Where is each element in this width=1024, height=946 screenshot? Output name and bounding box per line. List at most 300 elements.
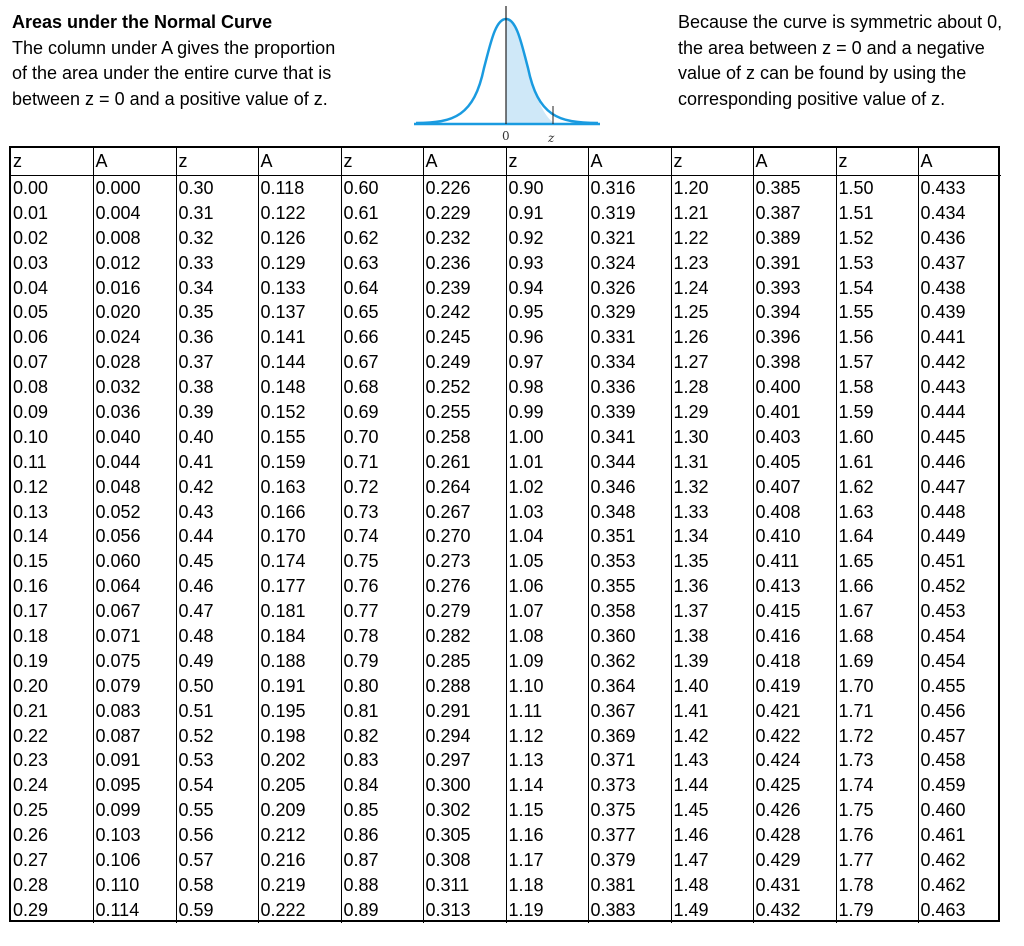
area-value-cell: 0.452: [918, 574, 1001, 599]
z-value-cell: 0.83: [341, 748, 423, 773]
table-row: [11, 276, 1001, 301]
table-row: [11, 624, 1001, 649]
z-value-cell: 0.21: [13, 700, 49, 721]
z-value-cell: 0.08: [13, 377, 49, 398]
z-value-cell: 1.40: [671, 674, 753, 699]
area-value-cell: 0.311: [423, 873, 506, 898]
area-value-cell: 0.079: [93, 674, 176, 699]
table-row: [11, 873, 1001, 898]
z-value-cell: 0.85: [341, 798, 423, 823]
area-value-cell: 0.052: [93, 500, 176, 525]
area-value-cell: 0.377: [588, 823, 671, 848]
area-value-cell: 0.400: [753, 375, 836, 400]
area-value-cell: 0.419: [753, 674, 836, 699]
z-value-cell: 0.82: [341, 724, 423, 749]
area-value-cell: 0.353: [588, 549, 671, 574]
area-value-cell: 0.398: [753, 350, 836, 375]
z-value-cell: 1.14: [506, 773, 588, 798]
z-value-cell: 0.38: [176, 375, 258, 400]
area-value-cell: 0.209: [258, 798, 341, 823]
z-value-cell: 0.20: [13, 675, 49, 696]
z-column-header: z: [671, 148, 753, 176]
z-value-cell: 1.41: [671, 699, 753, 724]
area-value-cell: 0.258: [423, 425, 506, 450]
area-value-cell: 0.413: [753, 574, 836, 599]
z-value-cell: 1.32: [671, 475, 753, 500]
z-value-cell: 0.51: [176, 699, 258, 724]
z-value-cell: 0.72: [341, 475, 423, 500]
area-value-cell: 0.236: [423, 251, 506, 276]
z-value-cell: 1.33: [671, 500, 753, 525]
area-value-cell: 0.229: [423, 201, 506, 226]
table-row: [11, 674, 1001, 699]
z-value-cell: 0.68: [341, 375, 423, 400]
area-value-cell: 0.255: [423, 400, 506, 425]
z-value-cell: 1.02: [506, 475, 588, 500]
z-value-cell: 1.50: [836, 176, 918, 201]
area-value-cell: 0.036: [93, 400, 176, 425]
z-value-cell: 0.37: [176, 350, 258, 375]
left-description: [12, 10, 342, 112]
normal-table-container: [9, 146, 1000, 922]
z-value-cell: 0.77: [341, 599, 423, 624]
z-value-cell: 1.47: [671, 848, 753, 873]
z-value-cell: 0.61: [341, 201, 423, 226]
area-value-cell: 0.075: [93, 649, 176, 674]
z-value-cell: 0.81: [341, 699, 423, 724]
area-value-cell: 0.198: [258, 724, 341, 749]
table-row: [11, 574, 1001, 599]
area-value-cell: 0.407: [753, 475, 836, 500]
z-value-cell: 1.01: [506, 450, 588, 475]
z-value-cell: 0.31: [176, 201, 258, 226]
table-row: [11, 898, 1001, 923]
area-value-cell: 0.060: [93, 549, 176, 574]
area-value-cell: 0.273: [423, 549, 506, 574]
area-value-cell: 0.216: [258, 848, 341, 873]
area-value-cell: 0.415: [753, 599, 836, 624]
z-value-cell: 0.84: [341, 773, 423, 798]
area-value-cell: 0.461: [918, 823, 1001, 848]
z-value-cell: 1.58: [836, 375, 918, 400]
page-title: Areas under the Normal Curve: [12, 12, 273, 32]
area-value-cell: 0.232: [423, 226, 506, 251]
area-value-cell: 0.460: [918, 798, 1001, 823]
z-value-cell: 1.00: [506, 425, 588, 450]
z-value-cell: 1.57: [836, 350, 918, 375]
z-value-cell: 0.19: [13, 650, 49, 671]
z-value-cell: 0.36: [176, 325, 258, 350]
area-value-cell: 0.324: [588, 251, 671, 276]
z-value-cell: 1.20: [671, 176, 753, 201]
table-row: [11, 524, 1001, 549]
area-value-cell: 0.329: [588, 300, 671, 325]
z-column-header: z: [176, 148, 258, 176]
table-row: [11, 226, 1001, 251]
z-value-cell: 1.27: [671, 350, 753, 375]
area-value-cell: 0.458: [918, 748, 1001, 773]
area-value-cell: 0.305: [423, 823, 506, 848]
table-row: [11, 823, 1001, 848]
area-value-cell: 0.163: [258, 475, 341, 500]
area-value-cell: 0.383: [588, 898, 671, 923]
z-label: z: [548, 131, 555, 145]
z-value-cell: 1.70: [836, 674, 918, 699]
z-value-cell: 0.30: [176, 176, 258, 201]
area-value-cell: 0.087: [93, 724, 176, 749]
area-value-cell: 0.373: [588, 773, 671, 798]
area-value-cell: 0.456: [918, 699, 1001, 724]
area-value-cell: 0.463: [918, 898, 1001, 923]
z-value-cell: 1.28: [671, 375, 753, 400]
area-value-cell: 0.447: [918, 475, 1001, 500]
area-value-cell: 0.285: [423, 649, 506, 674]
area-value-cell: 0.462: [918, 873, 1001, 898]
z-value-cell: 0.57: [176, 848, 258, 873]
area-value-cell: 0.024: [93, 325, 176, 350]
table-row: [11, 425, 1001, 450]
area-value-cell: 0.358: [588, 599, 671, 624]
area-value-cell: 0.252: [423, 375, 506, 400]
area-value-cell: 0.319: [588, 201, 671, 226]
area-value-cell: 0.451: [918, 549, 1001, 574]
area-value-cell: 0.411: [753, 549, 836, 574]
z-value-cell: 0.54: [176, 773, 258, 798]
area-value-cell: 0.394: [753, 300, 836, 325]
z-value-cell: 1.19: [506, 898, 588, 923]
z-column-header: z: [11, 148, 93, 176]
z-value-cell: 0.94: [506, 276, 588, 301]
area-value-cell: 0.401: [753, 400, 836, 425]
z-value-cell: 1.30: [671, 425, 753, 450]
area-value-cell: 0.040: [93, 425, 176, 450]
area-value-cell: 0.122: [258, 201, 341, 226]
z-value-cell: 0.91: [506, 201, 588, 226]
z-value-cell: 0.98: [506, 375, 588, 400]
table-row: [11, 699, 1001, 724]
z-value-cell: 0.69: [341, 400, 423, 425]
z-value-cell: 1.35: [671, 549, 753, 574]
z-value-cell: 0.26: [13, 825, 49, 846]
z-value-cell: 1.21: [671, 201, 753, 226]
z-value-cell: 0.62: [341, 226, 423, 251]
z-value-cell: 1.34: [671, 524, 753, 549]
z-value-cell: 1.26: [671, 325, 753, 350]
area-value-cell: 0.267: [423, 500, 506, 525]
z-column-header: z: [341, 148, 423, 176]
z-value-cell: 0.59: [176, 898, 258, 923]
area-column-header: A: [423, 148, 506, 176]
table-row: [11, 450, 1001, 475]
area-value-cell: 0.416: [753, 624, 836, 649]
table-row: [11, 848, 1001, 873]
area-value-cell: 0.064: [93, 574, 176, 599]
normal-curve-figure: [414, 6, 604, 146]
z-value-cell: 1.67: [836, 599, 918, 624]
area-value-cell: 0.462: [918, 848, 1001, 873]
area-value-cell: 0.362: [588, 649, 671, 674]
area-value-cell: 0.334: [588, 350, 671, 375]
area-value-cell: 0.067: [93, 599, 176, 624]
z-value-cell: 1.75: [836, 798, 918, 823]
area-value-cell: 0.351: [588, 524, 671, 549]
page-header: [0, 0, 1024, 146]
z-value-cell: 0.35: [176, 300, 258, 325]
right-description: Because the curve is symmetric about 0, the area between z = 0 and a negative value of z can be found by using the corresponding positive value of z.: [678, 12, 1003, 109]
area-value-cell: 0.431: [753, 873, 836, 898]
normal-curve-table: [11, 148, 1001, 923]
area-value-cell: 0.239: [423, 276, 506, 301]
area-value-cell: 0.032: [93, 375, 176, 400]
z-value-cell: 0.12: [13, 476, 49, 497]
z-value-cell: 0.33: [176, 251, 258, 276]
z-value-cell: 1.49: [671, 898, 753, 923]
area-value-cell: 0.316: [588, 176, 671, 201]
area-value-cell: 0.261: [423, 450, 506, 475]
z-value-cell: 0.93: [506, 251, 588, 276]
area-value-cell: 0.106: [93, 848, 176, 873]
area-value-cell: 0.445: [918, 425, 1001, 450]
z-value-cell: 1.17: [506, 848, 588, 873]
z-column-header: z: [836, 148, 918, 176]
z-value-cell: 0.88: [341, 873, 423, 898]
area-value-cell: 0.393: [753, 276, 836, 301]
z-value-cell: 1.23: [671, 251, 753, 276]
z-value-cell: 1.09: [506, 649, 588, 674]
z-value-cell: 0.48: [176, 624, 258, 649]
area-value-cell: 0.212: [258, 823, 341, 848]
z-value-cell: 0.03: [13, 252, 49, 273]
z-value-cell: 1.43: [671, 748, 753, 773]
z-value-cell: 0.07: [13, 352, 49, 373]
z-value-cell: 0.66: [341, 325, 423, 350]
z-value-cell: 0.23: [13, 750, 49, 771]
table-row: [11, 375, 1001, 400]
z-value-cell: 1.62: [836, 475, 918, 500]
z-value-cell: 1.51: [836, 201, 918, 226]
z-value-cell: 0.18: [13, 625, 49, 646]
z-value-cell: 0.80: [341, 674, 423, 699]
z-value-cell: 0.76: [341, 574, 423, 599]
z-value-cell: 0.13: [13, 501, 49, 522]
table-row: [11, 599, 1001, 624]
area-value-cell: 0.071: [93, 624, 176, 649]
z-value-cell: 0.42: [176, 475, 258, 500]
area-value-cell: 0.276: [423, 574, 506, 599]
area-value-cell: 0.364: [588, 674, 671, 699]
z-value-cell: 1.03: [506, 500, 588, 525]
z-value-cell: 1.06: [506, 574, 588, 599]
area-value-cell: 0.012: [93, 251, 176, 276]
z-value-cell: 1.72: [836, 724, 918, 749]
area-value-cell: 0.270: [423, 524, 506, 549]
z-value-cell: 1.31: [671, 450, 753, 475]
area-value-cell: 0.177: [258, 574, 341, 599]
left-description-text: The column under A gives the proportion of the area under the entire curve that is between z = 0 and a positive value of z.: [12, 37, 336, 109]
area-value-cell: 0.282: [423, 624, 506, 649]
zero-label: 0: [502, 129, 510, 143]
z-value-cell: 0.02: [13, 227, 49, 248]
z-value-cell: 0.89: [341, 898, 423, 923]
area-value-cell: 0.454: [918, 649, 1001, 674]
area-value-cell: 0.020: [93, 300, 176, 325]
area-value-cell: 0.155: [258, 425, 341, 450]
area-value-cell: 0.297: [423, 748, 506, 773]
z-value-cell: 0.43: [176, 500, 258, 525]
z-value-cell: 0.06: [13, 327, 49, 348]
z-value-cell: 0.79: [341, 649, 423, 674]
z-value-cell: 0.78: [341, 624, 423, 649]
area-value-cell: 0.418: [753, 649, 836, 674]
z-value-cell: 0.44: [176, 524, 258, 549]
z-value-cell: 0.27: [13, 849, 49, 870]
area-value-cell: 0.442: [918, 350, 1001, 375]
area-column-header: A: [753, 148, 836, 176]
z-value-cell: 0.24: [13, 775, 49, 796]
area-value-cell: 0.443: [918, 375, 1001, 400]
z-value-cell: 0.14: [13, 526, 49, 547]
area-value-cell: 0.437: [918, 251, 1001, 276]
area-value-cell: 0.428: [753, 823, 836, 848]
table-row: [11, 748, 1001, 773]
area-column-header: A: [93, 148, 176, 176]
z-value-cell: 0.87: [341, 848, 423, 873]
area-value-cell: 0.331: [588, 325, 671, 350]
z-value-cell: 0.46: [176, 574, 258, 599]
area-value-cell: 0.300: [423, 773, 506, 798]
area-value-cell: 0.148: [258, 375, 341, 400]
area-value-cell: 0.291: [423, 699, 506, 724]
area-value-cell: 0.326: [588, 276, 671, 301]
z-value-cell: 1.68: [836, 624, 918, 649]
z-value-cell: 1.04: [506, 524, 588, 549]
area-value-cell: 0.425: [753, 773, 836, 798]
z-value-cell: 0.75: [341, 549, 423, 574]
z-value-cell: 1.11: [506, 699, 588, 724]
area-value-cell: 0.381: [588, 873, 671, 898]
table-row: [11, 773, 1001, 798]
z-value-cell: 1.08: [506, 624, 588, 649]
table-row: [11, 325, 1001, 350]
z-value-cell: 0.10: [13, 426, 49, 447]
z-value-cell: 0.29: [13, 899, 49, 920]
area-value-cell: 0.448: [918, 500, 1001, 525]
area-value-cell: 0.441: [918, 325, 1001, 350]
area-value-cell: 0.133: [258, 276, 341, 301]
z-value-cell: 0.97: [506, 350, 588, 375]
z-value-cell: 1.37: [671, 599, 753, 624]
z-value-cell: 1.24: [671, 276, 753, 301]
area-value-cell: 0.367: [588, 699, 671, 724]
z-value-cell: 0.67: [341, 350, 423, 375]
area-value-cell: 0.181: [258, 599, 341, 624]
area-value-cell: 0.028: [93, 350, 176, 375]
table-row: [11, 176, 1001, 201]
area-value-cell: 0.459: [918, 773, 1001, 798]
area-value-cell: 0.000: [93, 176, 176, 201]
area-value-cell: 0.191: [258, 674, 341, 699]
area-value-cell: 0.083: [93, 699, 176, 724]
table-row: [11, 549, 1001, 574]
z-value-cell: 0.71: [341, 450, 423, 475]
area-value-cell: 0.302: [423, 798, 506, 823]
z-value-cell: 1.77: [836, 848, 918, 873]
z-value-cell: 0.53: [176, 748, 258, 773]
z-value-cell: 0.63: [341, 251, 423, 276]
area-value-cell: 0.422: [753, 724, 836, 749]
z-value-cell: 0.28: [13, 874, 49, 895]
area-value-cell: 0.433: [918, 176, 1001, 201]
table-row: [11, 350, 1001, 375]
area-value-cell: 0.114: [93, 898, 176, 923]
z-value-cell: 1.10: [506, 674, 588, 699]
area-value-cell: 0.454: [918, 624, 1001, 649]
area-value-cell: 0.044: [93, 450, 176, 475]
table-body: [11, 176, 1001, 923]
area-value-cell: 0.048: [93, 475, 176, 500]
area-value-cell: 0.410: [753, 524, 836, 549]
area-value-cell: 0.103: [93, 823, 176, 848]
z-value-cell: 1.52: [836, 226, 918, 251]
area-value-cell: 0.436: [918, 226, 1001, 251]
area-value-cell: 0.166: [258, 500, 341, 525]
z-value-cell: 1.39: [671, 649, 753, 674]
z-value-cell: 0.34: [176, 276, 258, 301]
area-value-cell: 0.222: [258, 898, 341, 923]
z-value-cell: 1.46: [671, 823, 753, 848]
area-value-cell: 0.288: [423, 674, 506, 699]
z-value-cell: 0.73: [341, 500, 423, 525]
area-value-cell: 0.313: [423, 898, 506, 923]
area-value-cell: 0.264: [423, 475, 506, 500]
z-value-cell: 0.86: [341, 823, 423, 848]
area-value-cell: 0.016: [93, 276, 176, 301]
z-value-cell: 1.74: [836, 773, 918, 798]
z-value-cell: 0.15: [13, 551, 49, 572]
z-value-cell: 0.64: [341, 276, 423, 301]
z-value-cell: 1.65: [836, 549, 918, 574]
table-row: [11, 400, 1001, 425]
area-value-cell: 0.129: [258, 251, 341, 276]
z-value-cell: 1.78: [836, 873, 918, 898]
area-value-cell: 0.339: [588, 400, 671, 425]
table-row: [11, 475, 1001, 500]
z-value-cell: 0.55: [176, 798, 258, 823]
z-value-cell: 1.54: [836, 276, 918, 301]
area-value-cell: 0.405: [753, 450, 836, 475]
z-value-cell: 1.15: [506, 798, 588, 823]
z-value-cell: 0.01: [13, 202, 49, 223]
area-value-cell: 0.389: [753, 226, 836, 251]
z-value-cell: 0.32: [176, 226, 258, 251]
z-value-cell: 0.09: [13, 401, 49, 422]
z-value-cell: 1.73: [836, 748, 918, 773]
area-value-cell: 0.396: [753, 325, 836, 350]
z-column-header: z: [506, 148, 588, 176]
z-value-cell: 1.61: [836, 450, 918, 475]
z-value-cell: 1.56: [836, 325, 918, 350]
area-value-cell: 0.429: [753, 848, 836, 873]
z-value-cell: 1.12: [506, 724, 588, 749]
table-row: [11, 798, 1001, 823]
z-value-cell: 0.40: [176, 425, 258, 450]
area-value-cell: 0.438: [918, 276, 1001, 301]
z-value-cell: 1.05: [506, 549, 588, 574]
z-value-cell: 0.39: [176, 400, 258, 425]
area-value-cell: 0.387: [753, 201, 836, 226]
area-value-cell: 0.379: [588, 848, 671, 873]
area-value-cell: 0.279: [423, 599, 506, 624]
